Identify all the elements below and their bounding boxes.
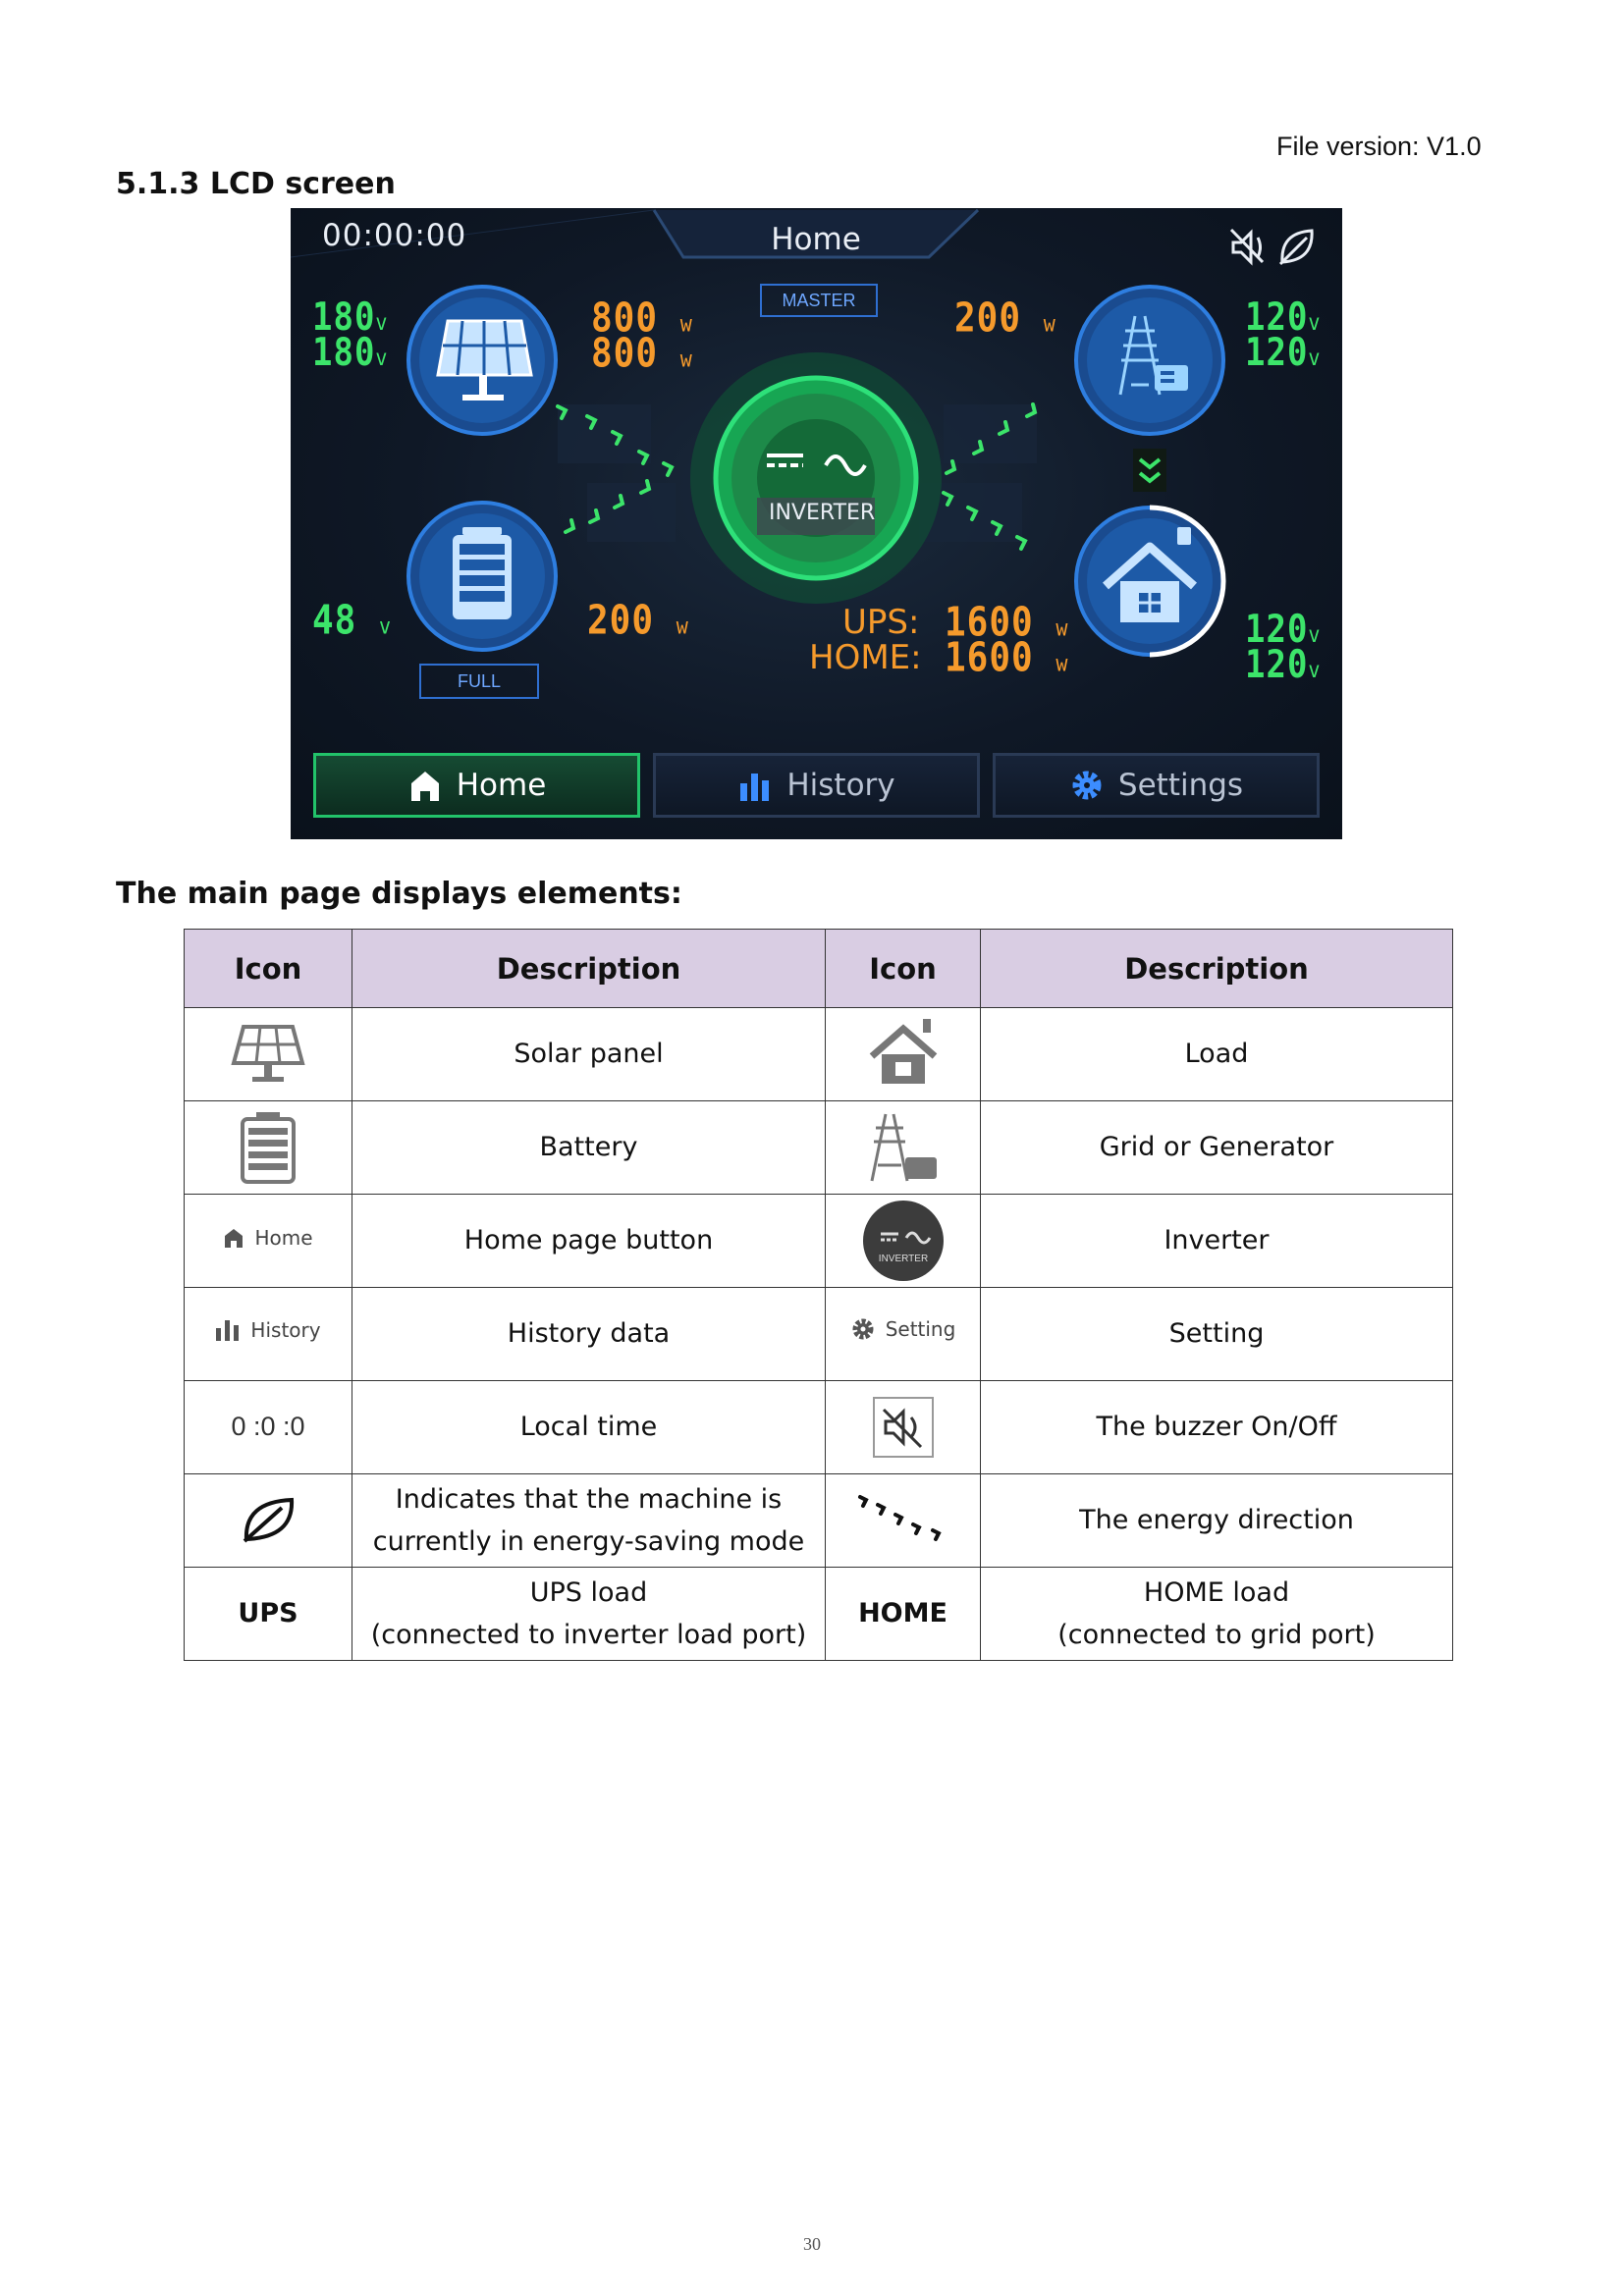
solar-panel-icon bbox=[229, 1022, 307, 1087]
gear-icon bbox=[1069, 768, 1105, 803]
energy-direction-icon bbox=[856, 1491, 950, 1550]
battery-icon-cell bbox=[185, 1101, 352, 1195]
table-cell: Inverter bbox=[981, 1195, 1453, 1288]
buzzer-icon[interactable] bbox=[1231, 230, 1263, 262]
history-icon bbox=[215, 1318, 241, 1342]
inverter-label: INVERTER bbox=[769, 501, 876, 525]
inverter-icon bbox=[690, 352, 942, 604]
local-time-icon-cell: 0 :0 :0 bbox=[185, 1381, 352, 1474]
solar-panel-icon bbox=[408, 287, 556, 434]
inverter-icon-text: INVERTER bbox=[878, 1254, 928, 1264]
home-label: HOME: bbox=[809, 638, 922, 677]
history-button-icon-cell: History bbox=[185, 1288, 352, 1381]
table-row bbox=[185, 1288, 1453, 1381]
table-row bbox=[185, 1101, 1453, 1195]
grid-voltage-1: 120v bbox=[1245, 294, 1322, 341]
load-voltage-2: 120v bbox=[1245, 642, 1322, 688]
table-header: Description bbox=[352, 930, 826, 1008]
ups-power: 1600 w bbox=[945, 599, 1069, 646]
section-title: 5.1.3 LCD screen bbox=[116, 167, 396, 201]
table-row bbox=[185, 1381, 1453, 1474]
table-row bbox=[185, 1195, 1453, 1288]
pv-voltage-2: 180v bbox=[312, 330, 389, 376]
nav-history-button[interactable] bbox=[653, 753, 980, 818]
grid-generator-icon bbox=[1076, 287, 1223, 434]
energy-saving-icon-cell bbox=[185, 1474, 352, 1568]
home-icon bbox=[223, 1227, 244, 1249]
pv-power-1: 800 w bbox=[591, 294, 693, 342]
screen-title: Home bbox=[771, 222, 861, 257]
subsection-title: The main page displays elements: bbox=[116, 877, 682, 911]
table-cell: UPS load (connected to inverter load port) bbox=[352, 1568, 826, 1661]
load-icon-cell bbox=[826, 1008, 981, 1101]
inverter-icon bbox=[861, 1199, 946, 1283]
pv-voltage-1: 180v bbox=[312, 294, 389, 341]
load-icon bbox=[1076, 507, 1223, 655]
master-badge: MASTER bbox=[760, 284, 878, 317]
battery-full-badge: FULL bbox=[419, 664, 539, 699]
table-cell: Load bbox=[981, 1008, 1453, 1101]
table-cell: HOME load (connected to grid port) bbox=[981, 1568, 1453, 1661]
home-power: 1600 w bbox=[945, 634, 1069, 681]
home-icon bbox=[407, 768, 443, 803]
table-header: Icon bbox=[185, 930, 352, 1008]
table-cell: Local time bbox=[352, 1381, 826, 1474]
local-time: 00:00:00 bbox=[322, 218, 467, 253]
table-header: Icon bbox=[826, 930, 981, 1008]
table-row bbox=[185, 1474, 1453, 1568]
battery-icon bbox=[408, 503, 556, 650]
table-header: Description bbox=[981, 930, 1453, 1008]
nav-home-button[interactable] bbox=[313, 753, 640, 818]
ups-icon-cell: UPS bbox=[185, 1568, 352, 1661]
buzzer-icon bbox=[872, 1396, 935, 1459]
ups-label: UPS: bbox=[842, 603, 920, 642]
table-cell: History data bbox=[352, 1288, 826, 1381]
grid-generator-icon-cell bbox=[826, 1101, 981, 1195]
file-version: File version: V1.0 bbox=[1276, 132, 1482, 161]
buzzer-icon-cell bbox=[826, 1381, 981, 1474]
grid-power: 200 w bbox=[954, 294, 1056, 342]
home-icon-cell: HOME bbox=[826, 1568, 981, 1661]
table-cell: Indicates that the machine is currently in energy-saving mode bbox=[352, 1474, 826, 1568]
battery-power: 200 w bbox=[587, 597, 689, 644]
nav-history-label: History bbox=[786, 768, 895, 803]
table-cell: Battery bbox=[352, 1101, 826, 1195]
table-header-row bbox=[185, 930, 1453, 1008]
home-button-icon-cell: Home bbox=[185, 1195, 352, 1288]
table-row bbox=[185, 1568, 1453, 1661]
elements-table bbox=[184, 929, 1453, 1661]
table-cell: The buzzer On/Off bbox=[981, 1381, 1453, 1474]
solar-panel-icon-cell bbox=[185, 1008, 352, 1101]
lcd-screen bbox=[291, 208, 1342, 839]
load-icon bbox=[864, 1015, 943, 1094]
battery-icon bbox=[237, 1110, 299, 1185]
gear-icon bbox=[850, 1316, 876, 1342]
table-cell: Home page button bbox=[352, 1195, 826, 1288]
inverter-icon-cell bbox=[826, 1195, 981, 1288]
battery-voltage: 48 v bbox=[312, 597, 393, 644]
grid-generator-icon bbox=[866, 1110, 941, 1185]
table-cell: Grid or Generator bbox=[981, 1101, 1453, 1195]
table-cell: Solar panel bbox=[352, 1008, 826, 1101]
load-voltage-1: 120v bbox=[1245, 607, 1322, 653]
table-cell: The energy direction bbox=[981, 1474, 1453, 1568]
grid-voltage-2: 120v bbox=[1245, 330, 1322, 376]
pv-power-2: 800 w bbox=[591, 330, 693, 377]
table-cell: Setting bbox=[981, 1288, 1453, 1381]
nav-settings-button[interactable] bbox=[993, 753, 1320, 818]
leaf-icon bbox=[1280, 231, 1312, 264]
history-icon bbox=[737, 768, 773, 803]
energy-direction-icon-cell bbox=[826, 1474, 981, 1568]
nav-settings-label: Settings bbox=[1117, 768, 1244, 803]
page-number: 30 bbox=[803, 2234, 821, 2254]
leaf-icon bbox=[239, 1496, 298, 1545]
setting-icon-cell: Setting bbox=[826, 1288, 981, 1381]
nav-home-label: Home bbox=[456, 768, 547, 803]
table-row bbox=[185, 1008, 1453, 1101]
